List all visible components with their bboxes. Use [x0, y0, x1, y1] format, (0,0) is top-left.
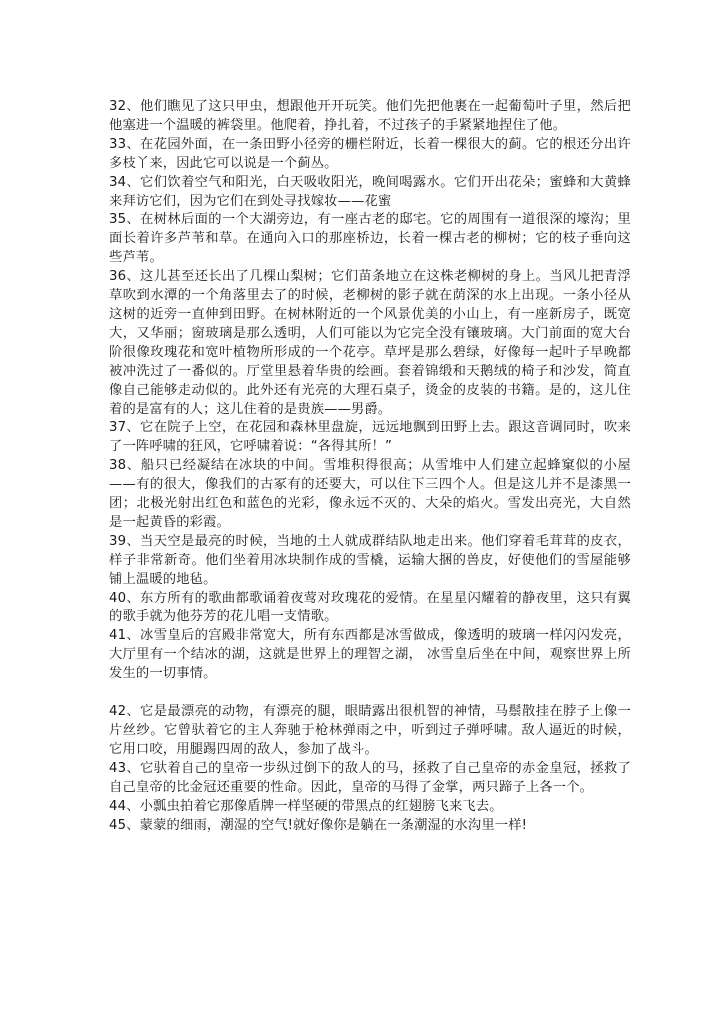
paragraph-32: 32、他们瞧见了这只甲虫，想跟他开开玩笑。他们先把他裹在一起葡萄叶子里，然后把他塞进一个温暖的裤袋里。他爬着，挣扎着，不过孩子的手紧紧地捏住了他。	[109, 99, 631, 133]
paragraph-38: 38、船只已经凝结在冰块的中间。雪堆积得很高；从雪堆中人们建立起蜂窠似的小屋——有的很大，像我们的古冢有的还要大，可以住下三四个人。但是这儿并不是漆黑一团；北极光射出红色和蓝色的光彩，像永远不灭的、大朵的焰火。雪发出亮光，大自然是一起黄昏的彩霞。	[109, 458, 631, 530]
paragraph-35: 35、在树林后面的一个大湖旁边，有一座古老的邸宅。它的周围有一道很深的壕沟；里面长着许多芦苇和草。在通向入口的那座桥边，长着一棵古老的柳树；它的枝子垂向这些芦苇。	[109, 212, 631, 266]
paragraph-45: 45、蒙蒙的细雨，潮湿的空气!就好像你是躺在一条潮湿的水沟里一样!	[109, 817, 528, 833]
paragraph-43: 43、它驮着自己的皇帝一步纵过倒下的敌人的马，拯救了自己皇帝的赤金皇冠，拯救了自己皇帝的比金冠还重要的性命。因此，皇帝的马得了金掌，两只蹄子上各一个。	[109, 760, 631, 795]
paragraph-44: 44、小瓢虫拍着它那像盾牌一样坚硬的带黑点的红翅膀飞来飞去。	[109, 798, 503, 814]
paragraph-33: 33、在花园外面，在一条田野小径旁的栅栏附近，长着一棵很大的蓟。它的根还分出许多枝丫来，因此它可以说是一个蓟丛。	[109, 136, 631, 171]
paragraph-spacer	[109, 684, 631, 703]
document-body	[109, 98, 631, 835]
paragraph-36: 36、这儿甚至还长出了几棵山梨树；它们苗条地立在这株老柳树的身上。当风儿把青浮草吹到水潭的一个角落里去了的时候，老柳树的影子就在荫深的水上出现。一条小径从这树的近旁一直伸到田野。在树林附近的一个风景优美的小山上，有一座新房子，既宽大，又华丽；窗玻璃是那么透明，人们可能以为它完全没有镶玻璃。大门前面的宽大台阶很像玫瑰花和宽叶植物所形成的一个花亭。草坪是那么碧绿，好像每一起叶子早晚都被冲洗过了一番似的。厅堂里悬着华贵的绘画。套着锦缎和天鹅绒的椅子和沙发，简直像自己能够走动似的。此外还有光亮的大理石桌子，烫金的皮装的书籍。是的，这儿住着的是富有的人；这儿住着的是贵族——男爵。	[109, 269, 631, 417]
paragraph-34: 34、它们饮着空气和阳光，白天吸收阳光，晚间喝露水。它们开出花朵；蜜蜂和大黄蜂来拜访它们，因为它们在到处寻找嫁妆——花蜜	[109, 174, 631, 209]
paragraph-41: 41、冰雪皇后的宫殿非常宽大，所有东西都是冰雪做成，像透明的玻璃一样闪闪发亮，大厅里有一个结冰的湖，这就是世界上的理智之湖， 冰雪皇后坐在中间，观察世界上所发生的一切事情。	[109, 628, 631, 682]
paragraph-40: 40、东方所有的歌曲都歌诵着夜莺对玫瑰花的爱情。在星星闪耀着的静夜里，这只有翼的歌手就为他芬芳的花儿唱一支情歌。	[109, 590, 631, 625]
paragraph-39: 39、当天空是最亮的时候，当地的土人就成群结队地走出来。他们穿着毛茸茸的皮衣，样子非常新奇。他们坐着用冰块制作成的雪橇，运输大捆的兽皮，好使他们的雪屋能够铺上温暖的地毡。	[109, 533, 631, 587]
paragraph-37: 37、它在院子上空，在花园和森林里盘旋，远远地飘到田野上去。跟这音调同时，吹来了一阵呼啸的狂风，它呼啸着说：“各得其所！”	[109, 420, 631, 455]
paragraph-42: 42、它是最漂亮的动物，有漂亮的腿，眼睛露出很机智的神情，马鬃散挂在脖子上像一片丝纱。它曾驮着它的主人奔驰于枪林弹雨之中，听到过子弹呼啸。敌人逼近的时候，它用口咬，用腿踢四周的敌人，参加了战斗。	[109, 704, 631, 757]
